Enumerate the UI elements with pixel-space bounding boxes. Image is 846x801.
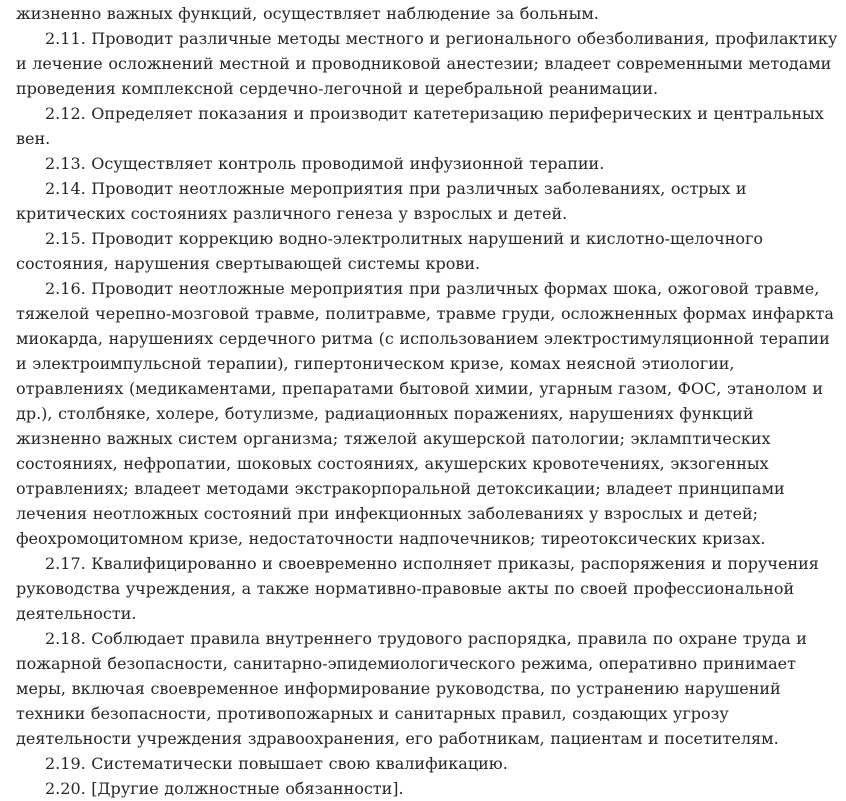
paragraph-2-20: 2.20. [Другие должностные обязанности]. — [45, 779, 404, 798]
paragraph-2-18: 2.18. Соблюдает правила внутреннего трудового распорядка, правила по охране труда и пожарной безопасности, санитарно-эпидемиологического режима, оперативно принимает меры, включая своевременное информирование руководства, по устранению нарушений техники безопасности, противопожарных и санитарных правил, создающих угрозу деятельности учреждения здравоохранения, его работникам, пациентам и посетителям. — [16, 629, 807, 748]
paragraph-2-15: 2.15. Проводит коррекцию водно-электролитных нарушений и кислотно-щелочного состояния, нарушения свертывающей системы крови. — [16, 229, 764, 273]
paragraph-2-16: 2.16. Проводит неотложные мероприятия при различных формах шока, ожоговой травме, тяжелой черепно-мозговой травме, политравме, травме груди, осложненных формах инфаркта миокарда, нарушениях сердечного ритма (с использованием электростимуляционной терапии и электроимпульсной терапии), гипертоническом кризе, комах неясной этиологии, отравлениях (медикаментами, препаратами бытовой химии, угарным газом, ФОС, этанолом и др.), столбняке, холере, ботулизме, радиационных поражениях, нарушениях функций жизненно важных систем организма; тяжелой акушерской патологии; экламптических состояниях, нефропатии, шоковых состояниях, акушерских кровотечениях, экзогенных отравлениях; владеет методами экстракорпоральной детоксикации; владеет принципами лечения неотложных состояний при инфекционных заболеваниях у взрослых и детей; феохромоцитомном кризе, недостаточности надпочечников; тиреотоксических кризах. — [16, 279, 834, 548]
paragraph-2-11: 2.11. Проводит различные методы местного и регионального обезболивания, профилактику и лечение осложнений местной и проводниковой анестезии; владеет современными методами проведения комплексной сердечно-легочной и церебральной реанимации. — [16, 29, 838, 98]
paragraph-2-12: 2.12. Определяет показания и производит катетеризацию периферических и центральных вен. — [16, 104, 824, 148]
paragraph-continuation: жизненно важных функций, осуществляет наблюдение за больным. — [16, 4, 599, 23]
paragraph-2-14: 2.14. Проводит неотложные мероприятия при различных заболеваниях, острых и критических состояниях различного генеза у взрослых и детей. — [16, 179, 747, 223]
paragraph-2-17: 2.17. Квалифицированно и своевременно исполняет приказы, распоряжения и поручения руководства учреждения, а также нормативно-правовые акты по своей профессиональной деятельности. — [16, 554, 819, 623]
paragraph-2-13: 2.13. Осуществляет контроль проводимой инфузионной терапии. — [45, 154, 605, 173]
paragraph-2-19: 2.19. Систематически повышает свою квалификацию. — [45, 754, 508, 773]
